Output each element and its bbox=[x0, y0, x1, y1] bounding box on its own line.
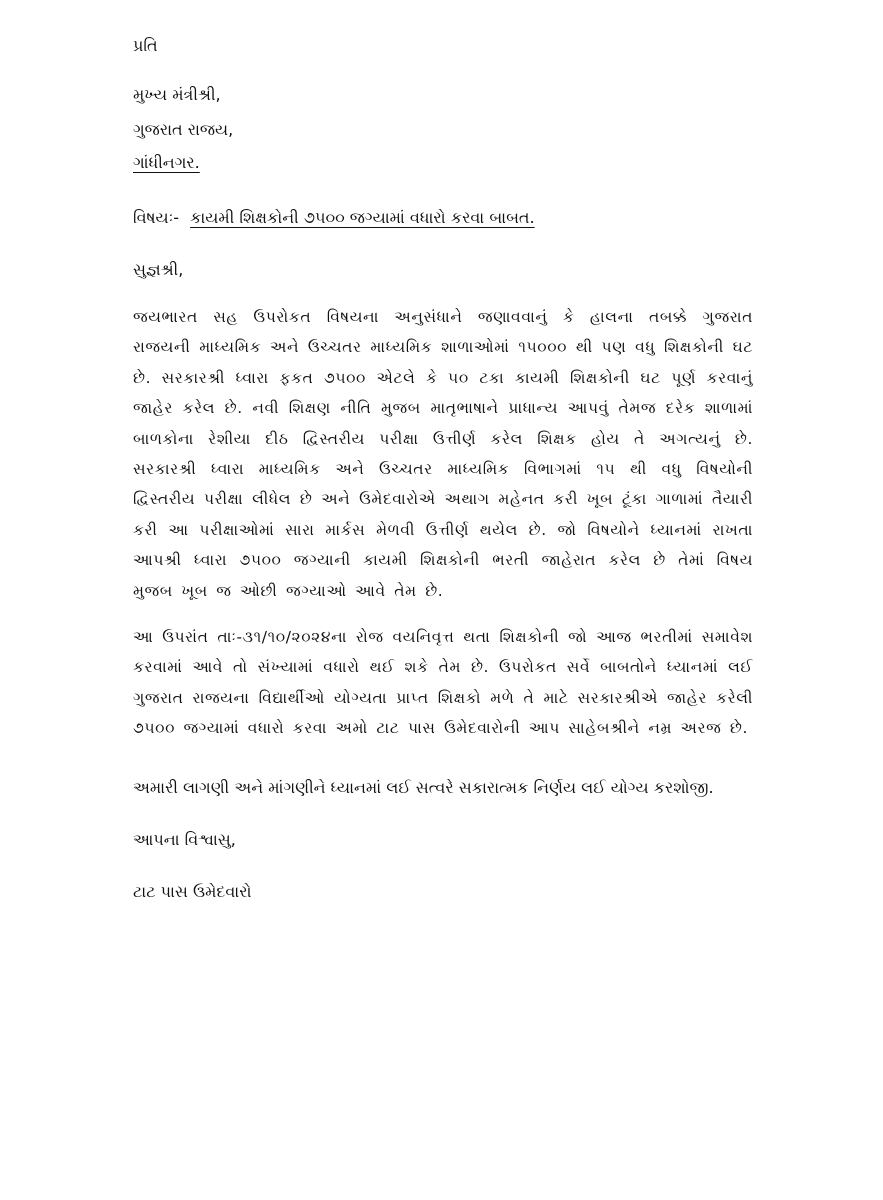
paragraph-1: જયભારત સહ ઉપરોકત વિષયના અનુસંધાને જણાવવાનું કે હાલના તબક્કે ગુજરાત રાજયની માધ્યમિક અને ઉચ્ચતર માધ્યમિક શાળાઓમાં ૧૫૦૦૦ થી પણ વધુ શિક્ષકોની ઘટ છે. સરકારશ્રી ધ્વારા ફકત ૭૫૦૦ એટલે કે ૫૦ ટકા કાયમી શિક્ષકોની ઘટ પૂર્ણ કરવાનું જાહેર કરેલ છે. નવી શિક્ષણ નીતિ મુજબ માતૃભાષાને પ્રાધાન્ય આપવું તેમજ દરેક શાળામાં બાળકોના રેશીયા દીઠ દ્વિસ્તરીય પરીક્ષા ઉત્તીર્ણ કરેલ શિક્ષક હોય તે અગત્યનું છે. સરકારશ્રી ધ્વારા માધ્યમિક અને ઉચ્ચતર માધ્યમિક વિભાગમાં ૧૫ થી વધુ વિષયોની દ્વિસ્તરીય પરીક્ષા લીધેલ છે અને ઉમેદવારોએ અથાગ મહેનત કરી ખૂબ ટૂંકા ગાળામાં તૈયારી કરી આ પરીક્ષાઓમાં સારા માર્કસ મેળવી ઉત્તીર્ણ થયેલ છે. જો વિષયોને ધ્યાનમાં રાખતા આપશ્રી ધ્વારા ૭૫૦૦ જગ્યાની કાયમી શિક્ષકોની ભરતી જાહેરાત કરેલ છે તેમાં વિષય મુજબ ખૂબ જ ઓછી જગ્યાઓ આવે તેમ છે. bbox=[133, 308, 753, 600]
salutation: સુજ્ઞશ્રી, bbox=[133, 260, 184, 279]
closing: આપના વિશ્વાસુ, bbox=[133, 830, 236, 849]
prati-label: પ્રતિ bbox=[133, 36, 158, 55]
subject-text: કાયમી શિક્ષકોની ૭૫૦૦ જગ્યામાં વધારો કરવા બાબત. bbox=[190, 208, 535, 227]
paragraph-2: આ ઉપરાંત તાઃ-૩૧/૧૦/૨૦૨૪ના રોજ વયનિવૃત્ત થતા શિક્ષકોની જો આજ ભરતીમાં સમાવેશ કરવામાં આવે તો સંખ્યામાં વધારો થઈ શકે તેમ છે. ઉપરોકત સર્વે બાબતોને ધ્યાનમાં લઈ ગુજરાત રાજયના વિદ્યાર્થીઓ યોગ્યતા પ્રાપ્ત શિક્ષકો મળે તે માટે સરકારશ્રીએ જાહેર કરેલી ૭૫૦૦ જગ્યામાં વધારો કરવા અમો ટાટ પાસ ઉમેદવારોની આપ સાહેબશ્રીને નમ્ર અરજ છે. bbox=[133, 628, 753, 738]
recipient-state: ગુજરાત રાજય, bbox=[133, 120, 234, 139]
subject-line bbox=[133, 208, 535, 228]
signatory: ટાટ પાસ ઉમેદવારો bbox=[133, 882, 252, 901]
subject-label: વિષયઃ- bbox=[133, 208, 179, 227]
recipient-title: મુખ્ય મંત્રીશ્રી, bbox=[133, 85, 221, 104]
recipient-city: ગાંધીનગર. bbox=[133, 153, 200, 172]
paragraph-3: અમારી લાગણી અને માંગણીને ધ્યાનમાં લઈ સત્વરે સકારાત્મક નિર્ણય લઈ યોગ્ય કરશોજી. bbox=[133, 778, 714, 797]
